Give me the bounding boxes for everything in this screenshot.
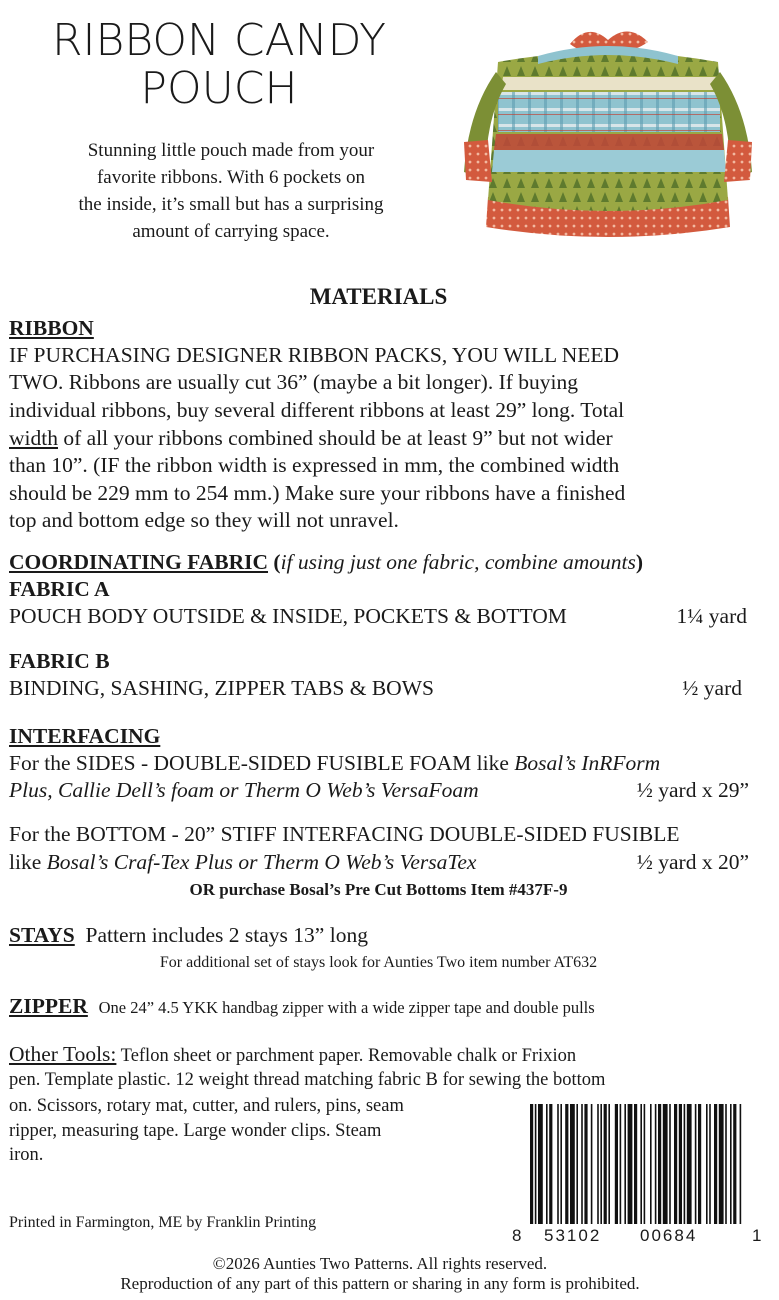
- fabric-b-heading: FABRIC B: [9, 649, 110, 673]
- interfacing-sides-line2: Plus, Callie Dell’s foam or Therm O Web’s VersaFoam: [9, 778, 479, 802]
- other-tools-line4: ripper, measuring tape. Large wonder clips. Steam: [9, 1121, 382, 1141]
- barcode-bar: [687, 1104, 692, 1224]
- stays-text: Pattern includes 2 stays 13” long: [85, 923, 368, 947]
- other-tools-text: Teflon sheet or parchment paper. Removable chalk or Frixion: [116, 1046, 577, 1066]
- barcode-bar: [719, 1104, 724, 1224]
- interfacing-heading: INTERFACING: [9, 724, 161, 748]
- barcode-bar: [634, 1104, 637, 1224]
- intro-line: Stunning little pouch made from your: [87, 140, 375, 161]
- zipper-heading: ZIPPER: [9, 994, 88, 1018]
- materials-heading: MATERIALS: [309, 284, 448, 309]
- ribbon-heading: RIBBON: [9, 316, 94, 340]
- printed-note: Printed in Farmington, ME by Franklin Printing: [9, 1214, 317, 1231]
- barcode-bar: [733, 1104, 736, 1224]
- interfacing-alt: OR purchase Bosal’s Pre Cut Bottoms Item #437F-9: [189, 880, 568, 899]
- ribbon-line: TWO. Ribbons are usually cut 36” (maybe a bit longer). If buying: [9, 370, 579, 394]
- barcode-right-digit: 1: [752, 1226, 762, 1245]
- barcode-bar: [624, 1104, 626, 1224]
- other-tools-line3: on. Scissors, rotary mat, cutter, and rulers, pins, seam: [9, 1096, 404, 1116]
- barcode-bar: [655, 1104, 657, 1224]
- barcode-bar: [620, 1104, 622, 1224]
- barcode-bar: [725, 1104, 727, 1224]
- ribbon-line: IF PURCHASING DESIGNER RIBBON PACKS, YOU WILL NEED: [9, 343, 620, 367]
- interfacing-bottom-line1: For the BOTTOM - 20” STIFF INTERFACING DOUBLE-SIDED FUSIBLE: [9, 822, 680, 846]
- intro-line: amount of carrying space.: [132, 221, 330, 242]
- intro-text: [16, 137, 446, 245]
- barcode-bar: [714, 1104, 717, 1224]
- barcode-bar: [576, 1104, 578, 1224]
- barcode-bar: [706, 1104, 708, 1224]
- barcode-bar: [695, 1104, 697, 1224]
- pouch-photo: [458, 22, 758, 244]
- fabric-a-text: POUCH BODY OUTSIDE & INSIDE, POCKETS & BOTTOM: [9, 604, 567, 628]
- stays-heading: STAYS: [9, 923, 75, 947]
- barcode-bar: [615, 1104, 618, 1224]
- ribbon-line: individual ribbons, buy several different ribbons at least 29” long. Total: [9, 398, 625, 422]
- barcode-bar: [591, 1104, 593, 1224]
- other-tools-line2: pen. Template plastic. 12 weight thread matching fabric B for sewing the bottom: [9, 1070, 606, 1090]
- barcode-bar: [557, 1104, 559, 1224]
- barcode-bar: [597, 1104, 599, 1224]
- barcode-bar: [546, 1104, 548, 1224]
- barcode-group2: 00684: [640, 1226, 698, 1245]
- intro-line: the inside, it’s small but has a surprising: [78, 194, 384, 215]
- other-tools-line5: iron.: [9, 1145, 44, 1165]
- stays-note: For additional set of stays look for Aunties Two item number AT632: [159, 954, 598, 971]
- barcode-bar: [570, 1104, 575, 1224]
- bottom-italic: Bosal’s Craf-Tex Plus or Therm O Web’s VersaTex: [46, 850, 477, 874]
- barcode-bar: [600, 1104, 602, 1224]
- fabric-heading: COORDINATING FABRIC: [9, 550, 269, 574]
- barcode-bar: [628, 1104, 633, 1224]
- title-line-2: POUCH: [140, 63, 298, 114]
- interfacing-sides-line1: [9, 749, 660, 777]
- barcode-bar: [698, 1104, 701, 1224]
- interfacing-bottom-amount: ½ yard x 20”: [636, 850, 749, 874]
- interfacing-bottom-line2: [9, 848, 476, 876]
- barcode: [526, 1104, 748, 1226]
- fabric-b-amount: ½ yard: [682, 676, 742, 700]
- barcode-bar: [538, 1104, 543, 1224]
- barcode-bar: [650, 1104, 652, 1224]
- barcode-bar: [549, 1104, 552, 1224]
- bottom-plain: like: [9, 850, 47, 874]
- barcode-bar: [581, 1104, 583, 1224]
- barcode-bar: [679, 1104, 682, 1224]
- copyright: ©2026 Aunties Two Patterns. All rights reserved.: [212, 1254, 548, 1273]
- barcode-left-digit: 8: [512, 1226, 522, 1245]
- fabric-a-heading: FABRIC A: [9, 577, 110, 601]
- zipper-text: One 24” 4.5 YKK handbag zipper with a wide zipper tape and double pulls: [98, 998, 595, 1017]
- ribbon-line: top and bottom edge so they will not unravel.: [9, 508, 399, 532]
- barcode-bar: [658, 1104, 661, 1224]
- barcode-bars: [530, 1104, 744, 1224]
- fabric-heading-row: [9, 548, 643, 576]
- fabric-note: if using just one fabric, combine amounts: [280, 550, 636, 574]
- title-line-1: RIBBON CANDY: [51, 15, 387, 66]
- barcode-bar: [730, 1104, 732, 1224]
- barcode-bar: [674, 1104, 677, 1224]
- width-underlined: width: [9, 426, 58, 450]
- barcode-bar: [740, 1104, 742, 1224]
- interfacing-sides-amount: ½ yard x 29”: [636, 778, 749, 802]
- intro-line: favorite ribbons. With 6 pockets on: [96, 167, 365, 188]
- fabric-b-text: BINDING, SASHING, ZIPPER TABS & BOWS: [9, 676, 434, 700]
- reproduction-notice: Reproduction of any part of this pattern or sharing in any form is prohibited.: [120, 1274, 640, 1293]
- fabric-note-open: (: [268, 550, 281, 574]
- barcode-bar: [709, 1104, 711, 1224]
- barcode-bar: [535, 1104, 537, 1224]
- barcode-group1: 53102: [544, 1226, 602, 1245]
- fabric-note-close: ): [635, 550, 644, 574]
- barcode-bar: [644, 1104, 646, 1224]
- barcode-bar: [530, 1104, 533, 1224]
- barcode-bar: [663, 1104, 668, 1224]
- barcode-bar: [640, 1104, 642, 1224]
- barcode-bar: [608, 1104, 610, 1224]
- other-tools-line1: [9, 1042, 576, 1068]
- zipper-row: [9, 992, 595, 1020]
- sides-italic: Bosal’s InRForm: [514, 751, 661, 775]
- barcode-bar: [584, 1104, 587, 1224]
- barcode-bar: [565, 1104, 568, 1224]
- barcode-bar: [684, 1104, 686, 1224]
- barcode-bar: [560, 1104, 562, 1224]
- other-tools-heading: Other Tools:: [9, 1042, 117, 1066]
- ribbon-line: than 10”. (IF the ribbon width is expressed in mm, the combined width: [9, 453, 620, 477]
- ribbon-line: [9, 424, 613, 452]
- ribbon-line-rest: of all your ribbons combined should be at least 9” but not wider: [57, 426, 613, 450]
- sides-plain: For the SIDES - DOUBLE-SIDED FUSIBLE FOAM like: [9, 751, 515, 775]
- barcode-bar: [604, 1104, 607, 1224]
- ribbon-line: should be 229 mm to 254 mm.) Make sure your ribbons have a finished: [9, 481, 626, 505]
- fabric-a-amount: 1¼ yard: [676, 604, 747, 628]
- stays-row: [9, 921, 368, 949]
- barcode-bar: [669, 1104, 671, 1224]
